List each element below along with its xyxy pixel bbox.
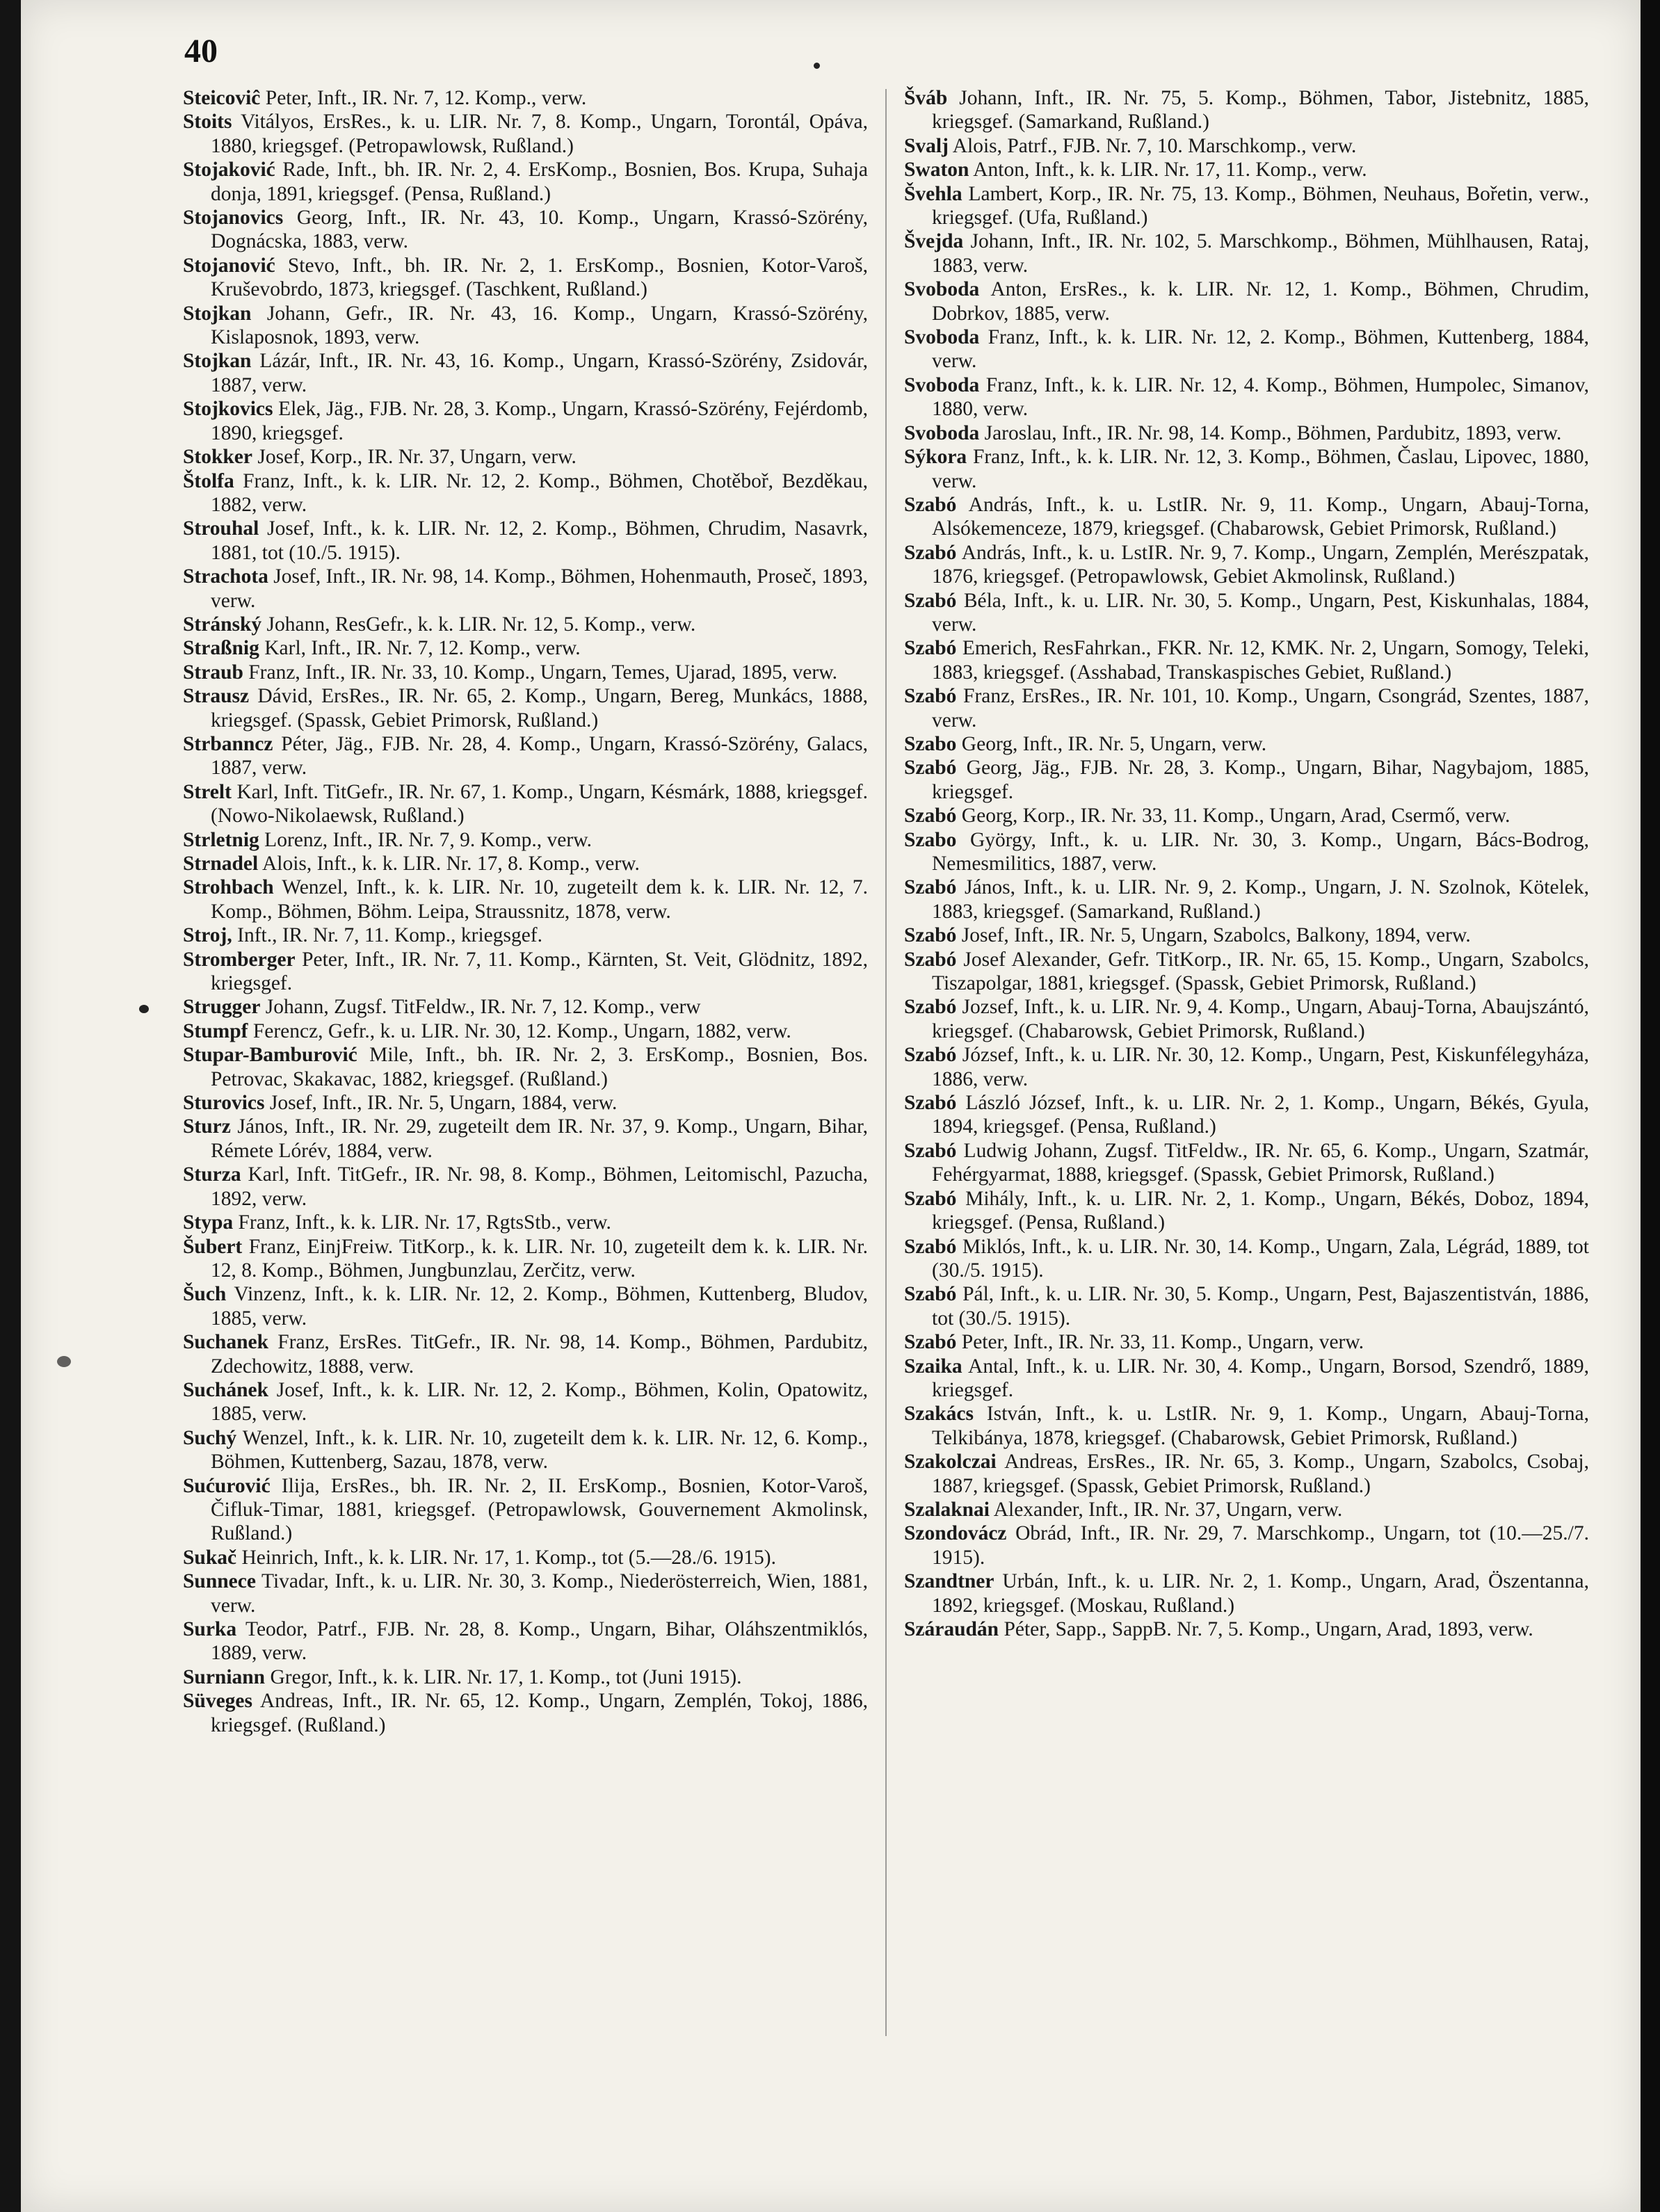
document-page [21, 0, 1641, 2212]
entry-surname: Stránský [183, 613, 262, 636]
entry-surname: Szabó [904, 948, 957, 971]
entry-details: Georg, Jäg., FJB. Nr. 28, 3. Komp., Ungarn, Bihar, Nagybajom, 1885, kriegsgef. [932, 757, 1589, 803]
casualty-entry [183, 565, 868, 613]
entry-surname: Suchánek [183, 1378, 268, 1401]
casualty-entry [183, 684, 868, 732]
casualty-entry [904, 229, 1589, 277]
entry-surname: Szabó [904, 1187, 957, 1210]
entry-details: Pál, Inft., k. u. LIR. Nr. 30, 5. Komp., Ungarn, Pest, Bajaszentistván, 1886, tot (30./5. 1915). [932, 1283, 1590, 1330]
casualty-entry [183, 1569, 868, 1617]
entry-surname: Švehla [904, 182, 962, 205]
casualty-entry [904, 589, 1589, 637]
entry-details: Vitályos, ErsRes., k. u. LIR. Nr. 7, 8. Komp., Ungarn, Torontál, Opáva, 1880, kriegsgef. (Petropawlowsk, Rußland.) [211, 111, 868, 157]
entry-details: Péter, Sapp., SappB. Nr. 7, 5. Komp., Ungarn, Arad, 1893, verw. [1004, 1618, 1533, 1640]
entry-details: Mile, Inft., bh. IR. Nr. 2, 3. ErsKomp., Bosnien, Bos. Petrovac, Skakavac, 1882, kriegsgef. (Rußland.) [211, 1044, 868, 1090]
entry-surname: Szabó [904, 757, 957, 780]
entry-surname: Szabó [904, 924, 957, 947]
entry-surname: Stromberger [183, 948, 296, 971]
entry-details: Obrád, Inft., IR. Nr. 29, 7. Marschkomp., Ungarn, tot (10.—25./7. 1915). [932, 1522, 1590, 1569]
casualty-entry [183, 948, 868, 996]
entry-details: Heinrich, Inft., k. k. LIR. Nr. 17, 1. Komp., tot (5.—28./6. 1915). [241, 1546, 777, 1569]
casualty-entry [904, 1450, 1589, 1498]
entry-details: Jozsef, Inft., k. u. LIR. Nr. 9, 4. Komp., Ungarn, Abauj-Torna, Abaujszántó, kriegsgef. (Chabarowsk, Gebiet Primorsk, Rußland.) [932, 996, 1589, 1042]
entry-details: Ilija, ErsRes., bh. IR. Nr. 2, II. ErsKomp., Bosnien, Kotor-Varoš, Čifluk-Timar, 1881, kriegsgef. (Petropawlowsk, Gouvernement Akmolinsk, Rußland.) [211, 1474, 868, 1545]
entry-details: Karl, Inft. TitGefr., IR. Nr. 67, 1. Komp., Ungarn, Késmárk, 1888, kriegsgef. (Nowo-Nikolaewsk, Rußland.) [211, 780, 869, 828]
entry-details: László József, Inft., k. u. LIR. Nr. 2, 1. Komp., Ungarn, Békés, Gyula, 1894, kriegsgef. (Pensa, Rußland.) [932, 1092, 1589, 1138]
casualty-entry [183, 636, 868, 660]
entry-details: Péter, Jäg., FJB. Nr. 28, 4. Komp., Ungarn, Krassó-Szörény, Galacs, 1887, verw. [211, 732, 868, 780]
casualty-entry [183, 1330, 868, 1378]
casualty-entry [183, 875, 868, 923]
entry-details: Anton, Inft., k. k. LIR. Nr. 17, 11. Komp., verw. [973, 159, 1367, 181]
entry-surname: Szabó [904, 1092, 957, 1115]
casualty-entry [904, 923, 1589, 947]
casualty-entry [904, 684, 1589, 732]
casualty-entry [183, 995, 868, 1019]
entry-details: Josef, Inft., k. k. LIR. Nr. 12, 2. Komp., Böhmen, Chrudim, Nasavrk, 1881, tot (10./5. 1915). [211, 517, 868, 564]
entry-surname: Szakolczai [904, 1451, 997, 1474]
casualty-entry [183, 732, 868, 780]
casualty-entry [183, 445, 868, 469]
entry-surname: Surka [183, 1618, 237, 1640]
casualty-entry [183, 254, 868, 302]
entry-details: Josef Alexander, Gefr. TitKorp., IR. Nr. 65, 15. Komp., Ungarn, Szabolcs, Tiszapolgar, 1881, kriegsgef. (Spassk, Gebiet Primorsk, Rußland.) [932, 948, 1589, 995]
entry-details: Wenzel, Inft., k. k. LIR. Nr. 10, zugeteilt dem k. k. LIR. Nr. 12, 6. Komp., Böhmen, Kuttenberg, Sazau, 1878, verw. [211, 1426, 868, 1474]
entry-surname: Strletnig [183, 828, 259, 851]
entry-surname: Svoboda [904, 373, 980, 396]
entry-details: Ludwig Johann, Zugsf. TitFeldw., IR. Nr. 65, 6. Komp., Ungarn, Szatmár, Fehérgyarmat, 1888, kriegsgef. (Spassk, Gebiet Primorsk, Rußland.) [932, 1139, 1589, 1186]
entry-details: Wenzel, Inft., k. k. LIR. Nr. 10, zugeteilt dem k. k. LIR. Nr. 12, 7. Komp., Böhmen, Böhm. Leipa, Straussnitz, 1878, verw. [211, 876, 869, 923]
entry-surname: Stroj, [183, 924, 232, 947]
entry-surname: Szakács [904, 1403, 974, 1426]
entry-details: Georg, Inft., IR. Nr. 43, 10. Komp., Ungarn, Krassó-Szörény, Dognácska, 1883, verw. [211, 207, 869, 253]
entry-surname: Szabó [904, 541, 957, 564]
right-column [904, 86, 1589, 1641]
entry-details: Karl, Inft., IR. Nr. 7, 12. Komp., verw. [264, 637, 581, 660]
casualty-entry [904, 1617, 1589, 1641]
scan-speck [139, 1005, 149, 1013]
entry-details: István, Inft., k. u. LstIR. Nr. 9, 1. Komp., Ungarn, Abauj-Torna, Telkibánya, 1878, kriegsgef. (Chabarowsk, Gebiet Primorsk, Rußland.) [932, 1403, 1589, 1449]
entry-details: Peter, Inft., IR. Nr. 33, 11. Komp., Ungarn, verw. [961, 1331, 1364, 1354]
casualty-entry [904, 995, 1589, 1043]
entry-surname: Stumpf [183, 1019, 248, 1042]
entry-details: András, Inft., k. u. LstIR. Nr. 9, 11. Komp., Ungarn, Abauj-Torna, Alsókemenceze, 1879, kriegsgef. (Chabarowsk, Gebiet Primorsk, Rußland.) [932, 493, 1589, 540]
casualty-entry [183, 517, 868, 565]
casualty-entry [183, 852, 868, 875]
entry-details: Franz, Inft., k. k. LIR. Nr. 12, 2. Komp., Böhmen, Chotěboř, Bezděkau, 1882, verw. [211, 469, 869, 516]
left-column [183, 86, 868, 1737]
entry-details: Franz, Inft., IR. Nr. 33, 10. Komp., Ungarn, Temes, Ujarad, 1895, verw. [248, 661, 837, 684]
entry-surname: Stojanović [183, 254, 275, 277]
entry-surname: Stoits [183, 111, 232, 134]
entry-surname: Szabó [904, 493, 957, 516]
column-divider [885, 89, 887, 2036]
entry-surname: Sýkora [904, 446, 967, 469]
entry-details: Franz, EinjFreiw. TitKorp., k. k. LIR. Nr. 10, zugeteilt dem k. k. LIR. Nr. 12, 8. Komp., Böhmen, Jungbunzlau, Zerčitz, verw. [211, 1235, 868, 1282]
entry-details: Josef, Inft., IR. Nr. 5, Ungarn, 1884, verw. [269, 1092, 618, 1115]
entry-details: Alois, Inft., k. k. LIR. Nr. 17, 8. Komp., verw. [261, 853, 640, 875]
entry-details: András, Inft., k. u. LstIR. Nr. 9, 7. Komp., Ungarn, Zemplén, Merészpatak, 1876, kriegsgef. (Petropawlowsk, Gebiet Akmolinsk, Rußland.) [932, 541, 1589, 588]
entry-surname: Švejda [904, 230, 964, 253]
entry-surname: Száraudán [904, 1618, 999, 1640]
entry-surname: Szaika [904, 1355, 962, 1378]
entry-surname: Sturza [183, 1163, 241, 1186]
entry-details: Antal, Inft., k. u. LIR. Nr. 30, 4. Komp., Ungarn, Borsod, Szendrő, 1889, kriegsgef. [932, 1355, 1589, 1401]
entry-details: Lorenz, Inft., IR. Nr. 7, 9. Komp., verw. [264, 828, 592, 851]
casualty-entry [183, 206, 868, 254]
entry-surname: Sućurović [183, 1474, 271, 1497]
entry-details: Josef, Inft., IR. Nr. 5, Ungarn, Szabolcs, Balkony, 1894, verw. [961, 924, 1471, 947]
entry-details: Lambert, Korp., IR. Nr. 75, 13. Komp., Böhmen, Neuhaus, Bořetin, verw., kriegsgef. (Ufa, Rußland.) [932, 182, 1589, 229]
casualty-entry [183, 469, 868, 517]
casualty-entry [904, 541, 1589, 589]
entry-details: Georg, Inft., IR. Nr. 5, Ungarn, verw. [961, 732, 1267, 755]
entry-details: Vinzenz, Inft., k. k. LIR. Nr. 12, 2. Komp., Böhmen, Kuttenberg, Bludov, 1885, verw. [211, 1283, 869, 1330]
casualty-entry [904, 804, 1589, 828]
casualty-entry [183, 397, 868, 445]
entry-surname: Svoboda [904, 326, 980, 349]
entry-surname: Sturovics [183, 1092, 265, 1115]
entry-details: Johann, Inft., IR. Nr. 75, 5. Komp., Böhmen, Tabor, Jistebnitz, 1885, kriegsgef. (Samarkand, Rußland.) [932, 87, 1590, 134]
entry-details: Tivadar, Inft., k. u. LIR. Nr. 30, 3. Komp., Niederösterreich, Wien, 1881, verw. [211, 1570, 869, 1617]
casualty-entry [183, 1115, 868, 1163]
entry-details: Franz, Inft., k. k. LIR. Nr. 12, 2. Komp., Böhmen, Kuttenberg, 1884, verw. [932, 326, 1590, 373]
entry-surname: Szandtner [904, 1570, 994, 1593]
entry-surname: Strohbach [183, 876, 274, 899]
entry-surname: Sukač [183, 1546, 237, 1569]
entry-surname: Šuch [183, 1283, 227, 1306]
entry-surname: Strugger [183, 996, 261, 1019]
scan-speck [57, 1356, 71, 1367]
casualty-entry [183, 349, 868, 397]
casualty-entry [183, 1426, 868, 1474]
entry-surname: Stojkan [183, 302, 252, 325]
entry-details: Franz, ErsRes., IR. Nr. 101, 10. Komp., Ungarn, Csongrád, Szentes, 1887, verw. [932, 685, 1589, 732]
entry-surname: Szabó [904, 637, 957, 660]
casualty-entry [904, 1282, 1589, 1330]
entry-details: Johann, Inft., IR. Nr. 102, 5. Marschkomp., Böhmen, Mühlhausen, Rataj, 1883, verw. [932, 230, 1590, 277]
entry-surname: Straßnig [183, 637, 259, 660]
entry-surname: Svoboda [904, 421, 980, 444]
entry-surname: Suchý [183, 1426, 237, 1449]
entry-details: Gregor, Inft., k. k. LIR. Nr. 17, 1. Komp., tot (Juni 1915). [270, 1665, 742, 1688]
casualty-entry [183, 158, 868, 206]
entry-details: Andreas, ErsRes., IR. Nr. 65, 3. Komp., Ungarn, Szabolcs, Csobaj, 1887, kriegsgef. (Spassk, Gebiet Primorsk, Rußland.) [932, 1451, 1589, 1497]
casualty-entry [904, 636, 1589, 684]
entry-surname: Szabó [904, 876, 957, 899]
casualty-entry [904, 756, 1589, 804]
casualty-entry [904, 1330, 1589, 1354]
entry-surname: Szondovácz [904, 1522, 1007, 1545]
casualty-entry [183, 1091, 868, 1115]
entry-details: Franz, Inft., k. k. LIR. Nr. 17, RgtsStb., verw. [238, 1211, 611, 1234]
entry-details: Franz, ErsRes. TitGefr., IR. Nr. 98, 14. Komp., Böhmen, Pardubitz, Zdechowitz, 1888, verw. [211, 1331, 869, 1378]
entry-surname: Steicoviĉ [183, 87, 261, 109]
page-number: 40 [184, 33, 218, 70]
entry-surname: Strausz [183, 685, 250, 708]
casualty-entry [904, 134, 1589, 158]
casualty-entry [904, 445, 1589, 493]
entry-details: Alexander, Inft., IR. Nr. 37, Ungarn, verw. [993, 1498, 1343, 1521]
entry-details: Johann, Zugsf. TitFeldw., IR. Nr. 7, 12. Komp., verw [265, 996, 701, 1019]
casualty-entry [904, 1569, 1589, 1617]
entry-surname: Stojkovics [183, 398, 273, 421]
entry-details: Karl, Inft. TitGefr., IR. Nr. 98, 8. Komp., Böhmen, Leitomischl, Pazucha, 1892, verw. [211, 1163, 868, 1210]
entry-surname: Szabo [904, 732, 957, 755]
casualty-entry [183, 1282, 868, 1330]
entry-surname: Stokker [183, 446, 252, 469]
entry-details: Emerich, ResFahrkan., FKR. Nr. 12, KMK. Nr. 2, Ungarn, Somogy, Teleki, 1883, kriegsgef. (Asshabad, Transkaspisches Gebiet, Rußland.) [932, 637, 1590, 684]
casualty-entry [904, 875, 1589, 923]
entry-surname: Štolfa [183, 469, 234, 492]
entry-details: Alois, Patrf., FJB. Nr. 7, 10. Marschkomp., verw. [952, 134, 1357, 157]
entry-details: Johann, ResGefr., k. k. LIR. Nr. 12, 5. Komp., verw. [266, 613, 696, 636]
entry-details: Ferencz, Gefr., k. u. LIR. Nr. 30, 12. Komp., Ungarn, 1882, verw. [252, 1019, 791, 1042]
entry-details: Andreas, Inft., IR. Nr. 65, 12. Komp., Ungarn, Zemplén, Tokoj, 1886, kriegsgef. (Rußland.) [211, 1690, 868, 1736]
entry-details: Franz, Inft., k. k. LIR. Nr. 12, 3. Komp., Böhmen, Časlau, Lipovec, 1880, verw. [932, 446, 1589, 492]
entry-surname: Surniann [183, 1665, 266, 1688]
casualty-entry [183, 1617, 868, 1665]
entry-surname: Strbanncz [183, 732, 273, 755]
entry-details: Inft., IR. Nr. 7, 11. Komp., kriegsgef. [237, 924, 543, 947]
entry-surname: Strelt [183, 780, 232, 803]
entry-details: Mihály, Inft., k. u. LIR. Nr. 2, 1. Komp., Ungarn, Békés, Doboz, 1894, kriegsgef. (Pensa, Rußland.) [932, 1187, 1589, 1234]
casualty-entry [904, 421, 1589, 445]
casualty-entry [904, 1402, 1589, 1450]
entry-surname: Svalj [904, 134, 949, 157]
casualty-entry [183, 1546, 868, 1569]
casualty-entry [183, 1378, 868, 1426]
entry-details: Peter, Inft., IR. Nr. 7, 11. Komp., Kärnten, St. Veit, Glödnitz, 1892, kriegsgef. [211, 948, 868, 995]
entry-surname: Stypa [183, 1211, 234, 1234]
entry-surname: Stojkan [183, 350, 252, 373]
casualty-entry [904, 1091, 1589, 1139]
casualty-entry [904, 158, 1589, 181]
entry-details: Josef, Inft., IR. Nr. 98, 14. Komp., Böhmen, Hohenmauth, Proseč, 1893, verw. [211, 565, 869, 612]
casualty-entry [183, 1665, 868, 1689]
entry-details: Josef, Inft., k. k. LIR. Nr. 12, 2. Komp., Böhmen, Kolin, Opatowitz, 1885, verw. [211, 1378, 868, 1426]
casualty-entry [904, 1355, 1589, 1403]
casualty-entry [183, 1019, 868, 1043]
casualty-entry [183, 1043, 868, 1091]
entry-surname: Szabó [904, 1331, 957, 1354]
entry-details: Georg, Korp., IR. Nr. 33, 11. Komp., Ungarn, Arad, Csermő, verw. [961, 805, 1510, 828]
entry-details: Johann, Gefr., IR. Nr. 43, 16. Komp., Ungarn, Krassó-Szörény, Kislaposnok, 1893, verw. [211, 302, 868, 349]
entry-details: Jaroslau, Inft., IR. Nr. 98, 14. Komp., Böhmen, Pardubitz, 1893, verw. [984, 421, 1562, 444]
entry-surname: Szabo [904, 828, 957, 851]
entry-surname: Swaton [904, 159, 969, 181]
casualty-entry [183, 828, 868, 852]
casualty-entry [183, 110, 868, 158]
casualty-entry [183, 1235, 868, 1283]
casualty-entry [904, 1139, 1589, 1187]
entry-surname: Szabó [904, 685, 957, 708]
entry-surname: Stojaković [183, 159, 275, 181]
casualty-entry [183, 613, 868, 636]
entry-details: Franz, Inft., k. k. LIR. Nr. 12, 4. Komp., Böhmen, Humpolec, Simanov, 1880, verw. [932, 373, 1589, 421]
casualty-entry [183, 1689, 868, 1737]
entry-surname: Sunnece [183, 1570, 256, 1593]
entry-details: Rade, Inft., bh. IR. Nr. 2, 4. ErsKomp., Bosnien, Bos. Krupa, Suhaja donja, 1891, kriegsgef. (Pensa, Rußland.) [211, 159, 869, 205]
casualty-entry [183, 1163, 868, 1211]
casualty-entry [904, 1235, 1589, 1283]
casualty-entry [183, 1474, 868, 1546]
entry-details: Miklós, Inft., k. u. LIR. Nr. 30, 14. Komp., Ungarn, Zala, Légrád, 1889, tot (30./5. 1915). [932, 1235, 1590, 1282]
entry-surname: Szalaknai [904, 1498, 990, 1521]
entry-surname: Szabó [904, 805, 957, 828]
entry-surname: Szabó [904, 1283, 957, 1306]
entry-details: Stevo, Inft., bh. IR. Nr. 2, 1. ErsKomp., Bosnien, Kotor-Varoš, Kruševobrdo, 1873, kriegsgef. (Taschkent, Rußland.) [211, 254, 868, 301]
casualty-entry [904, 1521, 1589, 1569]
casualty-entry [904, 1187, 1589, 1235]
entry-surname: Sturz [183, 1115, 231, 1138]
casualty-entry [183, 780, 868, 828]
entry-details: György, Inft., k. u. LIR. Nr. 30, 3. Komp., Ungarn, Bács-Bodrog, Nemesmilitics, 1887, verw. [932, 828, 1590, 875]
casualty-entry [904, 732, 1589, 756]
entry-surname: Strouhal [183, 517, 259, 540]
entry-details: Dávid, ErsRes., IR. Nr. 65, 2. Komp., Ungarn, Bereg, Munkács, 1888, kriegsgef. (Spassk, Gebiet Primorsk, Rußland.) [211, 685, 868, 732]
entry-surname: Šváb [904, 87, 948, 109]
entry-surname: Suchanek [183, 1331, 268, 1354]
entry-details: Peter, Inft., IR. Nr. 7, 12. Komp., verw. [265, 87, 587, 109]
scan-speck [814, 63, 820, 69]
entry-details: Urbán, Inft., k. u. LIR. Nr. 2, 1. Komp., Ungarn, Arad, Öszentanna, 1892, kriegsgef. (Moskau, Rußland.) [932, 1570, 1589, 1617]
entry-surname: Szabó [904, 1044, 957, 1067]
casualty-entry [904, 1043, 1589, 1091]
casualty-entry [183, 661, 868, 684]
entry-surname: Szabó [904, 589, 957, 612]
casualty-entry [904, 373, 1589, 421]
entry-surname: Szabó [904, 1139, 957, 1162]
casualty-entry [183, 923, 868, 947]
entry-details: Anton, ErsRes., k. k. LIR. Nr. 12, 1. Komp., Böhmen, Chrudim, Dobrkov, 1885, verw. [932, 278, 1590, 325]
casualty-entry [904, 828, 1589, 876]
casualty-entry [904, 182, 1589, 230]
casualty-entry [904, 86, 1589, 134]
entry-details: Teodor, Patrf., FJB. Nr. 28, 8. Komp., Ungarn, Bihar, Oláhszentmiklós, 1889, verw. [211, 1618, 868, 1665]
entry-surname: Strnadel [183, 853, 259, 875]
entry-details: Lázár, Inft., IR. Nr. 43, 16. Komp., Ungarn, Krassó-Szörény, Zsidovár, 1887, verw. [211, 350, 868, 396]
entry-surname: Stupar-Bamburović [183, 1044, 357, 1067]
entry-surname: Szabó [904, 1235, 957, 1258]
casualty-entry [904, 277, 1589, 325]
entry-surname: Strachota [183, 565, 268, 588]
entry-surname: Straub [183, 661, 243, 684]
entry-details: János, Inft., IR. Nr. 29, zugeteilt dem IR. Nr. 37, 9. Komp., Ungarn, Bihar, Rémete Lórév, 1884, verw. [211, 1115, 868, 1162]
entry-details: Josef, Korp., IR. Nr. 37, Ungarn, verw. [257, 446, 577, 469]
entry-details: János, Inft., k. u. LIR. Nr. 9, 2. Komp., Ungarn, J. N. Szolnok, Kötelek, 1883, kriegsgef. (Samarkand, Rußland.) [932, 876, 1589, 923]
entry-surname: Šubert [183, 1235, 243, 1258]
casualty-entry [183, 302, 868, 350]
entry-details: Béla, Inft., k. u. LIR. Nr. 30, 5. Komp., Ungarn, Pest, Kiskunhalas, 1884, verw. [932, 589, 1589, 636]
entry-surname: Szabó [904, 996, 957, 1019]
entry-surname: Svoboda [904, 278, 980, 301]
entry-details: Elek, Jäg., FJB. Nr. 28, 3. Komp., Ungarn, Krassó-Szörény, Fejérdomb, 1890, kriegsgef. [211, 398, 868, 444]
entry-surname: Stojanovics [183, 207, 284, 229]
scan-edge [1641, 0, 1660, 2212]
casualty-entry [904, 325, 1589, 373]
casualty-entry [183, 1211, 868, 1234]
casualty-entry [904, 1498, 1589, 1521]
casualty-entry [904, 493, 1589, 541]
casualty-entry [183, 86, 868, 110]
entry-surname: Süveges [183, 1690, 252, 1713]
entry-details: József, Inft., k. u. LIR. Nr. 30, 12. Komp., Ungarn, Pest, Kiskunfélegyháza, 1886, verw. [932, 1044, 1589, 1090]
casualty-entry [904, 948, 1589, 996]
